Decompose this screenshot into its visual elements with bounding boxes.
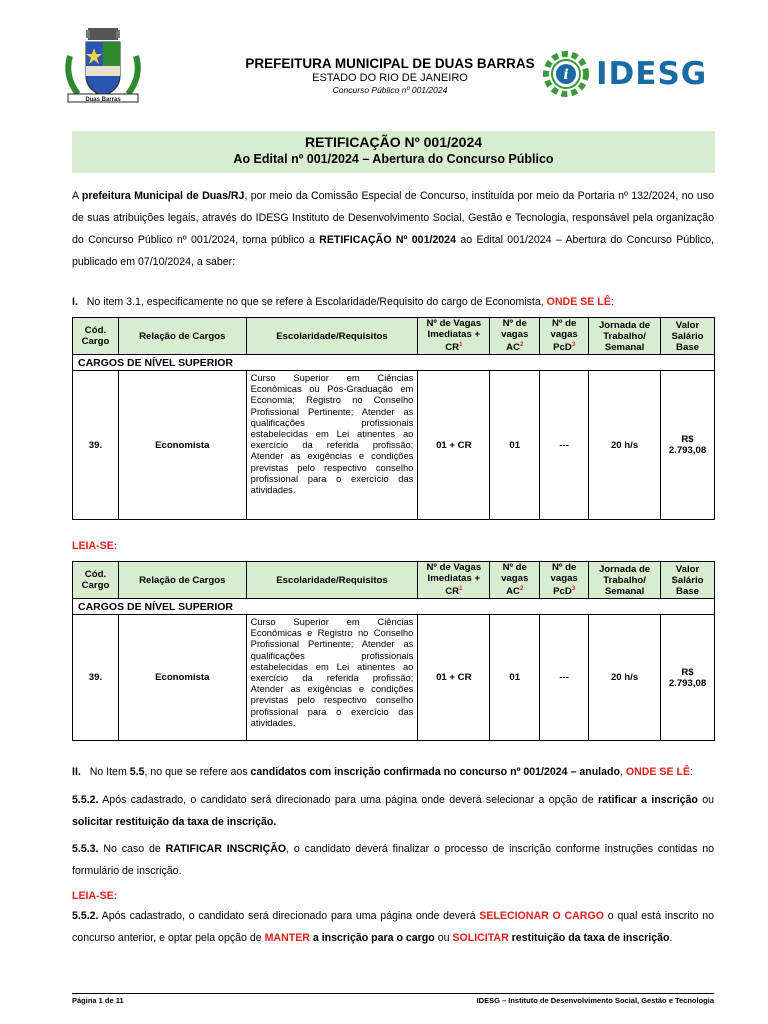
col-relacao: Relação de Cargos [118,562,246,599]
col-jornada: Jornada de Trabalho/ Semanal [589,562,661,599]
leia-se-2 [72,885,714,907]
clause-emphasis: solicitar restituição da taxa de inscrição. [72,816,277,828]
item-text: No item 3.1, especificamente no que se refere à Escolaridade/Requisito do cargo de Economista, [86,296,547,308]
section-label: CARGOS DE NÍVEL SUPERIOR [73,355,715,371]
item-ref: 5.5 [129,766,145,778]
intro-text: ao Edital 001/2024 – Abertura do Concurso Público, publicado em 07/10/2024, a saber: [72,234,714,268]
cell-jornada: 20 h/s [589,615,661,741]
clause-text: Após cadastrado, o candidato será direcionado para uma página onde deverá [98,910,480,922]
table-row [73,615,715,741]
clause-number: 5.5.2. [72,794,99,806]
col-pcd: Nº de vagas PcD$^3$ [540,562,589,599]
clause-text: Após cadastrado, o candidato será direcionado para uma página onde deverá selecionar a opção de [98,794,598,806]
gear-icon [540,48,592,100]
col-valor: Valor Salário Base [661,318,715,355]
col-ac: Nº de vagas $AC^2$ [490,318,540,355]
item-text: , [619,766,626,778]
colon: : [610,296,614,308]
col-pcd: Nº de vagas PcD$^3$ [540,318,589,355]
clause-emphasis: RATIFICAR INSCRIÇÃO [165,843,287,855]
clause-number: 5.5.2. [72,910,99,922]
leia-se-label: LEIA-SE: [72,540,118,552]
table-leia-se [72,561,715,741]
clause-red: MANTER [264,932,310,944]
table-row [73,371,715,520]
clause-emphasis: ratificar a inscrição [598,794,698,806]
colon: : [690,766,693,778]
clause-text: , o candidato deverá finalizar o processo de inscrição conforme instruções contidas no formulário de inscrição. [72,843,714,877]
cell-ac: 01 [490,371,540,520]
section-label: CARGOS DE NÍVEL SUPERIOR [73,599,715,615]
leia-se-label: LEIA-SE: [72,890,118,902]
intro-entity: prefeitura Municipal de Duas/RJ [81,190,245,202]
cell-cod: 39. [73,615,119,741]
clause-emphasis: a inscrição para o cargo [309,932,435,944]
item-text: , no que se refere aos [144,766,251,778]
document-title: RETIFICAÇÃO Nº 001/2024 [304,134,483,150]
item-number: II. [72,766,81,778]
item-number: I. [72,296,78,308]
municipal-crest-icon [58,26,148,106]
table-header-row [73,562,715,599]
table-header-row [73,318,715,355]
footer-organization: IDESG – Instituto de Desenvolvimento Social, Gestão e Tecnologia [476,996,714,1005]
col-vagas: Nº de Vagas Imediatas + $CR^1$ [418,562,490,599]
intro-text: A [72,190,82,202]
crest-ribbon-text: Duas Barras [85,97,121,103]
item-2 [72,761,714,783]
clause-text: o qual está inscrito no concurso anterior, e optar pela opção de [72,910,714,944]
section-row [73,355,715,371]
cell-cargo: Economista [118,615,246,741]
cell-valor: R$ 2.793,08 [661,615,715,741]
clause-text: No caso de [98,843,166,855]
cell-cod: 39. [73,371,119,520]
clause-text: ou [697,794,714,806]
col-relacao: Relação de Cargos [118,318,246,355]
page-header [0,0,768,120]
col-valor: Valor Salário Base [661,562,715,599]
paragraph-5-5-2-new [72,905,714,949]
onde-se-le-label: ONDE SE LÊ [546,296,611,308]
col-vagas: Nº de Vagas Imediatas + $CR^1$ [418,318,490,355]
table-onde-se-le [72,317,715,520]
clause-number: 5.5.3. [72,843,99,855]
footer-divider [72,993,714,994]
cell-pcd: --- [540,371,589,520]
header-contest: Concurso Público nº 001/2024 [332,85,448,95]
clause-red: SELECIONAR O CARGO [479,910,604,922]
item-text: No Item [89,766,130,778]
idesg-logo [540,48,708,100]
cell-escolaridade: Curso Superior em Ciências Econômicas ou Pós-Graduação em Economia; Registro no Conselho Profissional Pertinente; Atender as qualificações profissionais estabelecidas em Lei atinentes ao exercício da referida profissão; Atender as exigências e condições previstas pelo respectivo conselho profissional para o exercício das atividades. [246,371,418,520]
paragraph-5-5-2-old [72,789,714,833]
cell-cargo: Economista [118,371,246,520]
footer-page-number: Página 1 de 11 [72,996,124,1005]
clause-text: ou [434,932,453,944]
col-cod: Cód. Cargo [73,318,119,355]
leia-se-1 [72,535,714,557]
cell-vagas: 01 + CR [418,615,490,741]
clause-red: SOLICITAR [452,932,509,944]
intro-retification: RETIFICAÇÃO Nº 001/2024 [319,234,456,246]
col-escolaridade: Escolaridade/Requisitos [246,562,418,599]
svg-text:i: i [563,67,569,83]
clause-emphasis: restituição da taxa de inscrição [508,932,670,944]
cell-pcd: --- [540,615,589,741]
header-subtitle: ESTADO DO RIO DE JANEIRO [312,72,468,84]
section-row [73,599,715,615]
cell-escolaridade: Curso Superior em Ciências Econômicas e Registro no Conselho Profissional Pertinente; Atender as qualificações profissionais estabelecidas em Lei atinentes ao exercício da referida profissão; Atender as exigências e condições previstas pelo respectivo conselho profissional para o exercício das atividades. [246,615,418,741]
cell-jornada: 20 h/s [589,371,661,520]
col-ac: Nº de vagas $AC^2$ [490,562,540,599]
document-subtitle: Ao Edital nº 001/2024 – Abertura do Concurso Público [233,152,554,166]
header-text-block [220,56,560,95]
cell-ac: 01 [490,615,540,741]
header-title: PREFEITURA MUNICIPAL DE DUAS BARRAS [245,56,535,71]
cell-vagas: 01 + CR [418,371,490,520]
clause-text: . [669,932,673,944]
item-1 [72,291,714,313]
logo-wordmark: IDESG [596,56,708,92]
paragraph-5-5-3 [72,838,714,882]
col-jornada: Jornada de Trabalho/ Semanal [589,318,661,355]
title-box [72,131,715,173]
onde-se-le-label: ONDE SE LÊ [625,766,691,778]
col-escolaridade: Escolaridade/Requisitos [246,318,418,355]
intro-text: , por meio da Comissão Especial de Concurso, instituída por meio da Portaria nº 132/2024, no uso de suas atribuições legais, através do IDESG Instituto de Desenvolvimento Social, Gestão e Tecnologia, responsável pela organização do Concurso Público nº 001/2024, torna público a [72,190,714,246]
col-cod: Cód. Cargo [73,562,119,599]
item-subject: candidatos com inscrição confirmada no concurso nº 001/2024 – anulado [250,766,620,778]
intro-paragraph [72,185,714,273]
cell-valor: R$ 2.793,08 [661,371,715,520]
